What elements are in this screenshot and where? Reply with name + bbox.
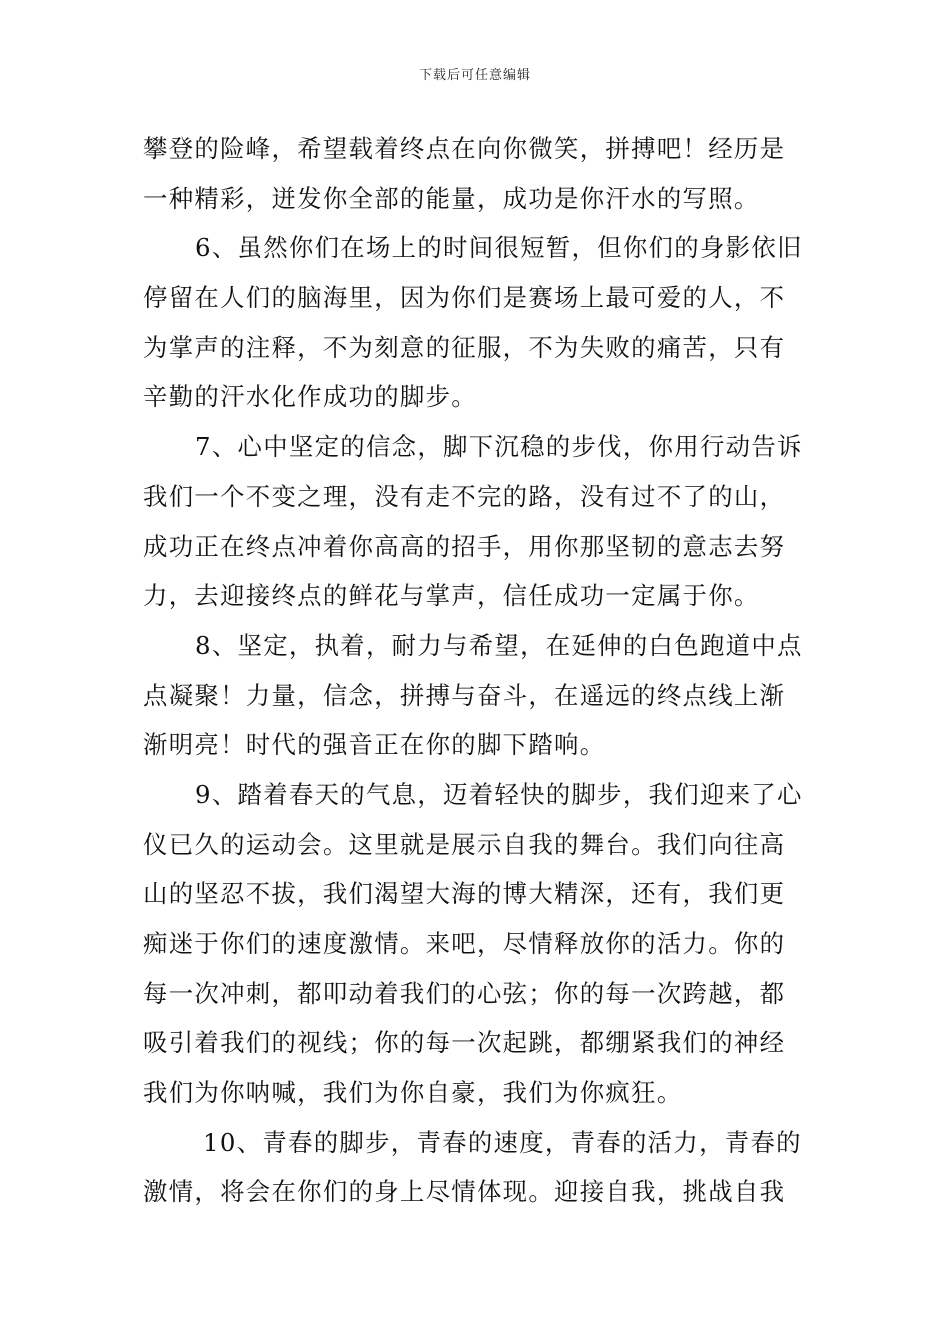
text-line: 吸引着我们的视线；你的每一次起跳，都绷紧我们的神经: [143, 1028, 786, 1058]
paragraph-8-start: 8、坚定，执着，耐力与希望，在延伸的白色跑道中点: [195, 630, 803, 660]
text-line: 点凝聚！力量，信念，拼搏与奋斗，在遥远的终点线上渐: [143, 680, 786, 710]
text-line: 痴迷于你们的速度激情。来吧，尽情释放你的活力。你的: [143, 929, 786, 958]
text-line: 停留在人们的脑海里，因为你们是赛场上最可爱的人，不: [143, 283, 786, 313]
page-header: 下载后可任意编辑: [418, 68, 531, 83]
text-line: 一种精彩，迸发你全部的能量，成功是你汗水的写照。: [143, 183, 760, 213]
text-line: 仪已久的运动会。这里就是展示自我的舞台。我们向往高: [143, 829, 786, 859]
paragraph-7-start: 7、心中坚定的信念，脚下沉稳的步伐，你用行动告诉: [195, 432, 803, 462]
text-line: 成功正在终点冲着你高高的招手，用你那坚韧的意志去努: [143, 531, 786, 561]
text-line: 力，去迎接终点的鲜花与掌声，信任成功一定属于你。: [143, 581, 760, 611]
text-line: 山的坚忍不拔，我们渴望大海的博大精深，还有，我们更: [143, 879, 786, 909]
text-line: 我们为你呐喊，我们为你自豪，我们为你疯狂。: [143, 1078, 683, 1108]
paragraph-9-start: 9、踏着春天的气息，迈着轻快的脚步，我们迎来了心: [195, 779, 803, 809]
text-line: 渐明亮！时代的强音正在你的脚下踏响。: [143, 730, 606, 760]
paragraph-6-start: 6、虽然你们在场上的时间很短暂，但你们的身影依旧: [195, 233, 803, 263]
text-line: 激情，将会在你们的身上尽情体现。迎接自我，挑战自我: [143, 1177, 786, 1207]
text-line: 辛勤的汗水化作成功的脚步。: [143, 382, 477, 412]
text-line: 我们一个不变之理，没有走不完的路，没有过不了的山，: [143, 481, 786, 511]
text-line: 攀登的险峰，希望载着终点在向你微笑，拼搏吧！经历是: [143, 134, 786, 163]
paragraph-10-start: 10、青春的脚步，青春的速度，青春的活力，青春的: [203, 1127, 802, 1157]
text-line: 为掌声的注释，不为刻意的征服，不为失败的痛苦，只有: [143, 332, 786, 362]
document-body: [143, 124, 811, 1217]
text-line: 每一次冲刺，都叩动着我们的心弦；你的每一次跨越，都: [143, 978, 786, 1008]
